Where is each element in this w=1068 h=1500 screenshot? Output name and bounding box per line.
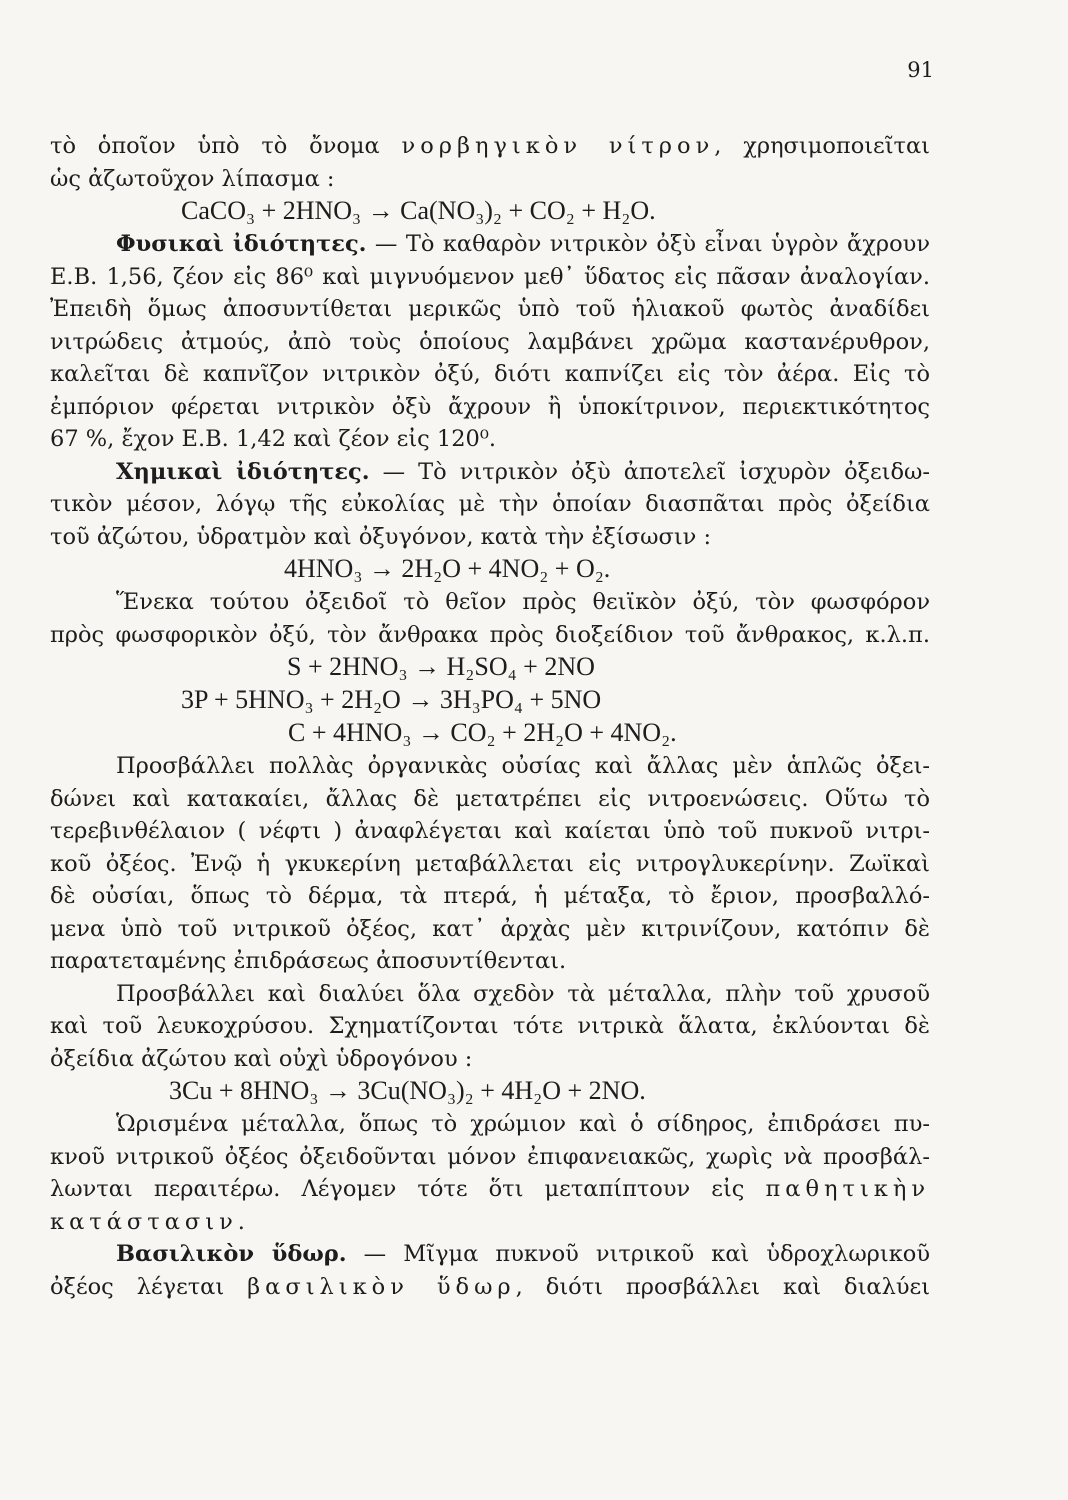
text-segment: δώνει καὶ κατακαίει, ἄλλας δὲ μετατρέπει εἰς νιτροενώσεις. Οὕτω τὸ	[50, 785, 930, 812]
text-segment: τικὸν μέσον, λόγῳ τῆς εὐκολίας μὲ τὴν ὁποίαν διασπᾶται πρὸς ὀξείδια	[50, 491, 930, 517]
text-segment: ὀξέος λέγεται	[50, 1273, 248, 1300]
text-segment: κνοῦ νιτρικοῦ ὀξέος ὀξειδοῦνται μόνον ἐπιφανειακῶς, χωρὶς νὰ προσβάλ-	[50, 1143, 930, 1170]
equation-text: 3P + 5HNO₃ + 2H₂O → 3H₃PO₄ + 5NO	[181, 685, 602, 714]
section-heading: Βασιλικὸν ὕδωρ.	[116, 1241, 347, 1267]
text-line	[50, 978, 930, 1011]
text-segment: πρὸς φωσφορικὸν ὀξύ, τὸν ἄνθρακα πρὸς διοξείδιον τοῦ ἄνθρακος, κ.λ.π.	[50, 621, 930, 648]
text-line	[50, 750, 930, 783]
text-segment: ὡς ἀζωτοῦχον λίπασμα :	[50, 165, 335, 192]
text-line	[50, 163, 930, 196]
text-segment: τοῦ ἀζώτου, ὑδρατμὸν καὶ ὀξυγόνον, κατὰ τὴν ἐξίσωσιν :	[50, 523, 712, 550]
chemical-equation	[50, 195, 930, 228]
text-line	[50, 1010, 930, 1043]
text-segment: δὲ οὐσίαι, ὅπως τὸ δέρμα, τὰ πτερά, ἡ μέταξα, τὸ ἔριον, προσβαλλό-	[50, 883, 930, 909]
section-heading: Χημικαὶ ἰδιότητες.	[116, 458, 370, 485]
chemical-equation	[50, 553, 930, 586]
text-segment: Ὡρισμένα μέταλλα, ὅπως τὸ χρώμιον καὶ ὁ σίδηρος, ἐπιδράσει πυ-	[116, 1111, 930, 1137]
text-line	[50, 913, 930, 946]
text-segment: καλεῖται δὲ καπνῖζον νιτρικὸν ὀξύ, διότι καπνίζει εἰς τὸν ἀέρα. Εἰς τὸ	[50, 361, 930, 387]
text-line	[50, 326, 930, 359]
text-segment: , χρησιμοποιεῖται	[714, 133, 930, 159]
text-line	[50, 1043, 930, 1076]
spaced-term: παθητικὴν	[765, 1176, 930, 1202]
spaced-term: νορβηγικὸν νίτρον	[401, 133, 715, 159]
text-line	[50, 945, 930, 978]
chemical-equation	[50, 651, 930, 684]
text-segment: Προσβάλλει καὶ διαλύει ὅλα σχεδὸν τὰ μέταλλα, πλὴν τοῦ χρυσοῦ	[116, 980, 930, 1007]
page-number: 91	[907, 58, 934, 82]
equation-text: 3Cu + 8HNO₃ → 3Cu(NO₃)₂ + 4H₂O + 2NO.	[169, 1076, 646, 1105]
text-line	[50, 783, 930, 816]
text-line	[50, 619, 930, 652]
text-segment: κοῦ ὀξέος. Ἐνῷ ἡ γκυκερίνη μεταβάλλεται εἰς νιτρογλυκερίνην. Ζωϊκαὶ	[50, 850, 930, 877]
text-line	[50, 586, 930, 619]
text-segment: — Τὸ καθαρὸν νιτρικὸν ὀξὺ εἶναι ὑγρὸν ἄχρουν	[366, 231, 930, 257]
text-segment: — Τὸ νιτρικὸν ὀξὺ ἀποτελεῖ ἰσχυρὸν ὀξειδω-	[369, 458, 930, 485]
text-line	[50, 293, 930, 326]
text-segment: Ε.Β. 1,56, ζέον εἰς 86⁰ καὶ μιγνυόμενον μεθ᾿ ὕδατος εἰς πᾶσαν ἀναλογίαν.	[50, 263, 930, 290]
text-segment: τὸ ὁποῖον ὑπὸ τὸ ὄνομα	[50, 133, 402, 159]
text-line	[50, 228, 930, 261]
text-segment: μενα ὑπὸ τοῦ νιτρικοῦ ὀξέος, κατ᾿ ἀρχὰς μὲν κιτρινίζουν, κατόπιν δὲ	[50, 915, 930, 942]
text-line	[50, 1173, 930, 1206]
text-segment: ὀξείδια ἀζώτου καὶ οὐχὶ ὑδρογόνου :	[50, 1045, 473, 1072]
text-line	[50, 521, 930, 554]
text-line	[50, 261, 930, 294]
chemical-equation	[50, 717, 930, 750]
text-line	[50, 456, 930, 489]
text-line	[50, 488, 930, 521]
text-segment: καὶ τοῦ λευκοχρύσου. Σχηματίζονται τότε νιτρικὰ ἅλατα, ἐκλύονται δὲ	[50, 1013, 930, 1039]
text-line	[50, 880, 930, 913]
text-line	[50, 1206, 930, 1239]
text-line	[50, 1238, 930, 1271]
text-segment: Ἐπειδὴ ὅμως ἀποσυντίθεται μερικῶς ὑπὸ τοῦ ἡλιακοῦ φωτὸς ἀναδίδει	[50, 296, 930, 322]
spaced-term: βασιλικὸν ὕδωρ	[247, 1273, 516, 1300]
equation-text: S + 2HNO₃ → H₂SO₄ + 2NO	[287, 652, 595, 681]
spaced-term: κατάστασιν.	[50, 1208, 250, 1235]
text-segment: νιτρώδεις ἀτμούς, ἀπὸ τοὺς ὁποίους λαμβάνει χρῶμα καστανέρυθρον,	[50, 328, 930, 355]
text-segment: Προσβάλλει πολλὰς ὀργανικὰς οὐσίας καὶ ἄλλας μὲν ἁπλῶς ὀξει-	[116, 753, 930, 779]
text-segment: ἐμπόριον φέρεται νιτρικὸν ὀξὺ ἄχρουν ἢ ὑποκίτρινον, περιεκτικότητος	[50, 393, 930, 420]
text-segment: , διότι προσβάλλει καὶ διαλύει	[515, 1273, 931, 1300]
text-segment: παρατεταμένης ἐπιδράσεως ἀποσυντίθενται.	[50, 948, 567, 974]
text-line	[50, 391, 930, 424]
text-line	[50, 1271, 930, 1304]
section-heading: Φυσικαὶ ἰδιότητες.	[116, 231, 367, 257]
text-line	[50, 358, 930, 391]
chemical-equation	[50, 1075, 930, 1108]
text-segment: 67 %, ἔχον Ε.Β. 1,42 καὶ ζέον εἰς 120⁰.	[50, 426, 497, 452]
equation-text: CaCO₃ + 2HNO₃ → Ca(NO₃)₂ + CO₂ + H₂O.	[181, 196, 656, 225]
page-body	[50, 130, 930, 1303]
text-line	[50, 1141, 930, 1174]
equation-text: C + 4HNO₃ → CO₂ + 2H₂O + 4NO₂.	[288, 718, 677, 747]
text-line	[50, 1108, 930, 1141]
chemical-equation	[50, 684, 930, 717]
text-line	[50, 423, 930, 456]
text-line	[50, 815, 930, 848]
text-segment: — Μῖγμα πυκνοῦ νιτρικοῦ καὶ ὑδροχλωρικοῦ	[346, 1241, 930, 1267]
text-segment: λωνται περαιτέρω. Λέγομεν τότε ὅτι μεταπίπτουν εἰς	[50, 1176, 766, 1202]
text-segment: τερεβινθέλαιον ( νέφτι ) ἀναφλέγεται καὶ καίεται ὑπὸ τοῦ πυκνοῦ νιτρι-	[50, 818, 930, 844]
equation-text: 4HNO₃ → 2H₂O + 4NO₂ + O₂.	[284, 554, 611, 583]
text-line	[50, 848, 930, 881]
text-line	[50, 130, 930, 163]
text-segment: Ἕνεκα τούτου ὀξειδοῖ τὸ θεῖον πρὸς θειϊκὸν ὀξύ, τὸν φωσφόρον	[116, 589, 930, 615]
